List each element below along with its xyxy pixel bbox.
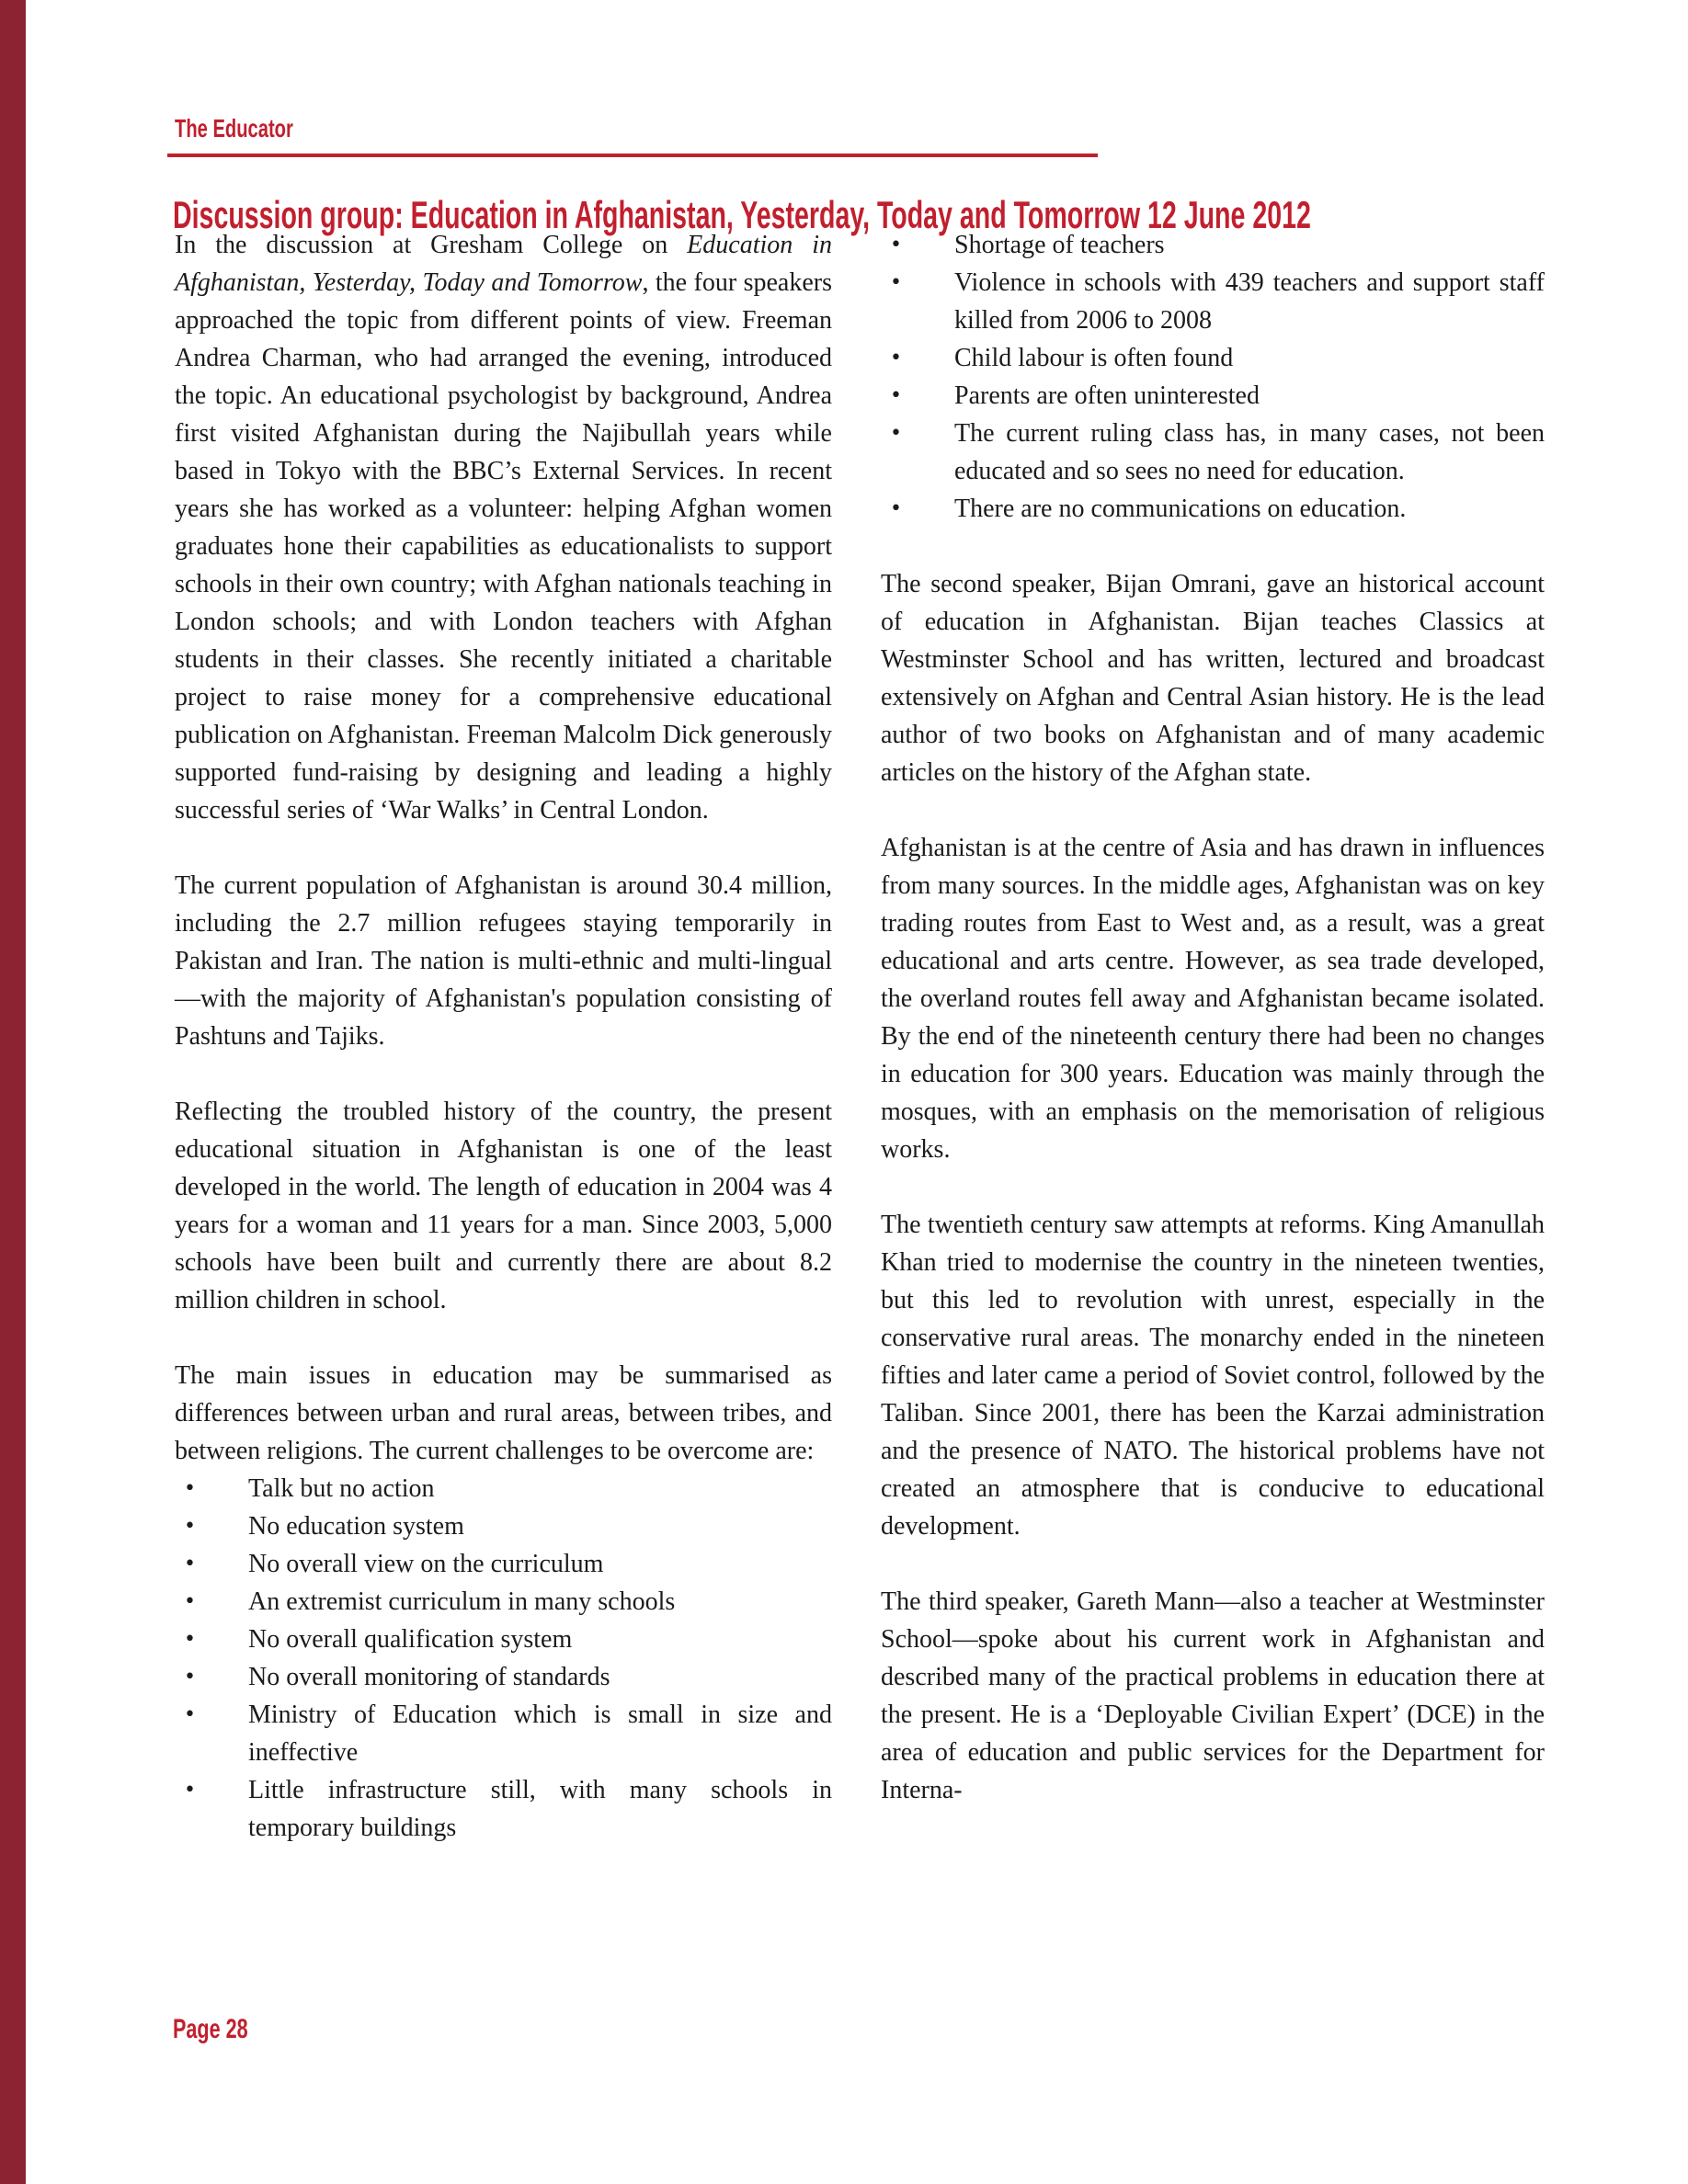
list-item-text: No overall view on the curriculum <box>248 1550 604 1578</box>
paragraph-intro-post: , the four speakers approached the topic from different points of view. Freeman Andrea Charman, who had arranged the evening, introduced the topic. An educational psychologist by background, Andrea first visited Afghanistan during the Najibullah years while based in Tokyo with the BBC’s External Services. In recent years she has worked as a volunteer: helping Afghan women graduates hone their capabilities as educationalists to support schools in their own country; with Afghan nationals teaching in London schools; and with London teachers with Afghan students in their classes. She recently initiated a charitable project to raise money for a comprehensive educational publication on Afghanistan. Freeman Malcolm Dick generously supported fund-raising by designing and leading a highly successful series of ‘War Walks’ in Central London. <box>175 268 832 825</box>
paragraph-history: Reflecting the troubled history of the country, the present educational situation in Afghanistan is one of the least developed in the world. The length of education in 2004 was 4 years for a woman and 11 years for a man. Since 2003, 5,000 schools have been built and currently there are about 8.2 million children in school. <box>175 1098 832 1314</box>
bullet-icon: • <box>890 422 902 445</box>
bullet-icon: • <box>890 384 902 407</box>
list-item <box>881 226 1545 264</box>
masthead-title: The Educator <box>175 114 293 142</box>
paragraph-intro <box>175 226 832 829</box>
paragraph-third-speaker: The third speaker, Gareth Mann—also a teacher at Westminster School—spoke about his current work in Afghanistan and described many of the practical problems in education there at the present. He is a ‘Deployable Civilian Expert’ (DCE) in the area of education and public services for the Department for Interna- <box>881 1587 1545 1804</box>
list-item-text: The current ruling class has, in many cases, not been educated and so sees no need for education. <box>954 419 1545 485</box>
list-item <box>175 1696 832 1771</box>
list-item-text: No overall qualification system <box>248 1625 573 1654</box>
bullet-icon: • <box>184 1590 196 1613</box>
list-item-text: Child labour is often found <box>954 344 1234 372</box>
list-item-text: Parents are often uninterested <box>954 381 1260 410</box>
list-item <box>175 1621 832 1658</box>
list-item-text: Little infrastructure still, with many schools in temporary buildings <box>248 1776 832 1842</box>
list-item <box>881 339 1545 377</box>
list-item <box>881 377 1545 415</box>
bullet-icon: • <box>890 233 902 256</box>
paragraph-centre-of-asia: Afghanistan is at the centre of Asia and has drawn in influences from many sources. In the middle ages, Afghanistan was on key trading routes from East to West and, as a result, was a great educational and arts centre. However, as sea trade developed, the overland routes fell away and Afghanistan became isolated. By the end of the nineteenth century there had been no changes in education for 300 years. Education was mainly through the mosques, with an emphasis on the memorisation of religious works. <box>881 834 1545 1164</box>
paragraph-second-speaker: The second speaker, Bijan Omrani, gave an historical account of education in Afghanistan. Bijan teaches Classics at Westminster School and has written, lectured and broadcast extensively on Afghan and Central Asian history. He is the lead author of two books on Afghanistan and of many academic articles on the history of the Afghan state. <box>881 570 1545 787</box>
paragraph-twentieth-century: The twentieth century saw attempts at reforms. King Amanullah Khan tried to modernise the country in the nineteen twenties, but this led to revolution with unrest, especially in the conservative rural areas. The monarchy ended in the nineteen fifties and later came a period of Soviet control, followed by the Taliban. Since 2001, there has been the Karzai administration and the presence of NATO. The historical problems have not created an atmosphere that is conducive to educational development. <box>881 1211 1545 1541</box>
bullet-icon: • <box>890 497 902 520</box>
bullet-icon: • <box>184 1477 196 1500</box>
list-item-text: There are no communications on education. <box>954 495 1407 523</box>
list-item <box>881 415 1545 490</box>
list-item-text: No overall monitoring of standards <box>248 1663 610 1691</box>
list-item <box>175 1658 832 1696</box>
page-number: Page 28 <box>173 2014 248 2044</box>
list-item-text: An extremist curriculum in many schools <box>248 1587 676 1616</box>
right-column <box>881 226 1545 1847</box>
paragraph-issues: The main issues in education may be summarised as differences between urban and rural areas, between tribes, and between religions. The current challenges to be overcome are: <box>175 1361 832 1465</box>
list-item <box>881 264 1545 339</box>
bullet-icon: • <box>184 1628 196 1651</box>
challenges-list-right <box>881 226 1545 528</box>
paragraph-population: The current population of Afghanistan is around 30.4 million, including the 2.7 million refugees staying temporarily in Pakistan and Iran. The nation is multi-ethnic and multi-lingual—with the majority of Afghanistan's population consisting of Pashtuns and Tajiks. <box>175 871 832 1051</box>
bullet-icon: • <box>184 1553 196 1575</box>
list-item <box>881 490 1545 528</box>
bullet-icon: • <box>890 271 902 294</box>
article-title: Discussion group: Education in Afghanistan, Yesterday, Today and Tomorrow 12 June 2012 <box>173 193 1311 237</box>
challenges-list-left <box>175 1470 832 1847</box>
list-item-text: Shortage of teachers <box>954 231 1165 259</box>
list-item <box>175 1470 832 1507</box>
list-item-text: Talk but no action <box>248 1474 435 1503</box>
paragraph-intro-pre: In the discussion at Gresham College on <box>175 231 688 259</box>
list-item <box>175 1771 832 1847</box>
list-item <box>175 1507 832 1545</box>
left-column <box>175 226 832 1884</box>
bullet-icon: • <box>184 1666 196 1689</box>
list-item <box>175 1545 832 1583</box>
lecture-title-italic: Education in Afghanistan, Yesterday, Today and Tomorrow <box>175 231 832 297</box>
list-item-text: Violence in schools with 439 teachers and support staff killed from 2006 to 2008 <box>954 268 1545 335</box>
left-edge-stripe <box>0 0 26 2184</box>
bullet-icon: • <box>184 1515 196 1538</box>
bullet-icon: • <box>184 1779 196 1802</box>
list-item-text: No education system <box>248 1512 464 1541</box>
masthead-rule <box>167 154 1098 157</box>
bullet-icon: • <box>890 347 902 370</box>
bullet-icon: • <box>184 1703 196 1726</box>
list-item <box>175 1583 832 1621</box>
list-item-text: Ministry of Education which is small in size and ineffective <box>248 1701 832 1767</box>
